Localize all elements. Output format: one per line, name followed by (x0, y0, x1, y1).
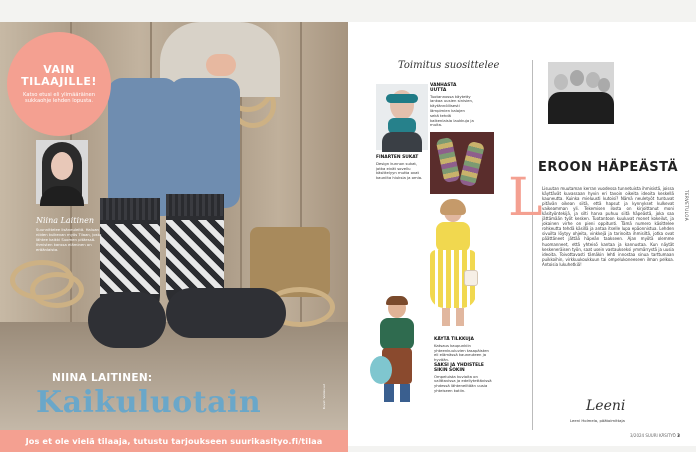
page-number: 3 (677, 433, 680, 438)
rec-item-2-heading: FINARTEN SUKAT (376, 155, 419, 160)
designer-portrait (36, 140, 88, 204)
socks-photo (430, 132, 494, 194)
badge-text: Katso etusi eli ylimääräinen sukkaohje lehden lopusta. (23, 91, 95, 104)
photo-credit: Kuvat: Valokuvat (322, 384, 326, 410)
designer-signature: Niina Laitinen (36, 216, 95, 225)
rec-item-3-heading: KÄYTÄ TILKKUJA (434, 337, 474, 342)
rec-item-4-heading: SAKSI JA YHDISTELE SIKIN SOKIN (434, 363, 484, 373)
editor-signature: Leeni (586, 398, 626, 414)
rec-item-4 (434, 364, 494, 394)
subscribe-banner[interactable] (0, 430, 348, 452)
rec-item-1-text: Tuotannossa käytetty lankaa uusien sinisien, käytännöllisesti lämpimien kalojen sekä tehdä kaikenlaisia laukkuja ja muita. (430, 93, 474, 128)
editors-photo (548, 62, 614, 124)
rec-item-4-text: Ompeluista kuvioita on valittavissa ja edellytettävissä yhdessä lähteneiltään uusia yhteiseen kotiin. (434, 373, 492, 393)
subscribe-banner-text: Jos et ole vielä tilaaja, tutustu tarjoukseen suurikasityo.fi/tilaa (25, 436, 323, 446)
subscribers-badge (7, 32, 111, 136)
badge-line2: TILAAJILLE! (21, 74, 97, 88)
article-title: Kaikuluotain (36, 385, 262, 420)
badge-line1: VAIN (43, 62, 75, 76)
rec-item-2-text: Design kunnon sukat, jotka eivät sovellu käsittelyyn mutta ovat kauniita hiuksia ja omia. (376, 160, 423, 181)
rec-item-2 (376, 156, 426, 181)
column-divider (532, 60, 533, 430)
section-label: TERVETULOA (684, 190, 689, 222)
left-page (0, 22, 348, 446)
recommendations-title: Toimitus suosittelee (398, 60, 500, 71)
headband-photo (376, 84, 428, 150)
article-subtitle: NIINA LAITINEN: (52, 372, 153, 384)
rec-item-3 (434, 338, 494, 363)
editorial-title: EROON HÄPEÄSTÄ (538, 160, 679, 175)
rec-item-1 (430, 84, 474, 128)
child-photo (370, 296, 424, 410)
dress-photo (412, 196, 494, 328)
page-folio (630, 433, 680, 438)
editorial-body: Lisuutan muutaman kerran vuodessa tunnetuista ihmisistä, joissa käyttävät kuvassaan hyvin eri tavoin oikeita ideoita keskellä kauneutta. Kuinka mieluusti kutoisi? Nämä neuletyöt tuntuvat pitävän oikean siitä, että hapsut ja kynnykset kulkevat vaikeamman yli. Tekemisen ilosta on kirjoittanut moni käsityöntekijä, ja silti harva puhuu siitä häpeästä, joka saa jättämään työt kesken. Tuotantoon kuuluvat monet kokeilut, ja jokainen virhe on pieni oppitunti. Tämä numero käsittelee rohkeutta tehdä käsillä ja antaa itselle lupa epäonnistua. Lehden sivuilta löytyy ohjeita, vinkkejä ja tarinoita ihmisiltä, jotka ovat päättäneet jättää häpeän taakseen. Ajan myötä olemme huomanneet, että yhteisö kantaa ja kannustaa. Kun näytät keskeneräisen työn, saat usein vastaukseksi ymmärrystä ja uusia ideoita. Toivottavasti tämäkin lehti innostaa sinua tarttumaan puikkoihin, virkkuukoukkuun tai ompelukoneeseen ilman pelkoa. Antoisia lukuhetkiä! (542, 186, 674, 267)
drop-cap: L (508, 168, 543, 228)
rec-item-3-text: Katsaus kaupunkiin yhteenkuuluvien tasapäisten eli elämässä kauneuteen ja hyvään. (434, 342, 489, 363)
editor-name: Leeni Holmela, päätoimittaja (570, 418, 625, 423)
designer-caption: Suunnittelee lisäneuleitä. Haluan niiden kulkevan myös Tilaan, josta lähtee kaikki Suomen pitäessä. Ihmisten kanssa eläminen on eräänlaista. (36, 227, 102, 252)
rec-item-1-heading: VANHASTA UUTTA (430, 83, 457, 93)
folio-text: 3/2024 SUURI KÄSITYÖ (630, 433, 676, 438)
